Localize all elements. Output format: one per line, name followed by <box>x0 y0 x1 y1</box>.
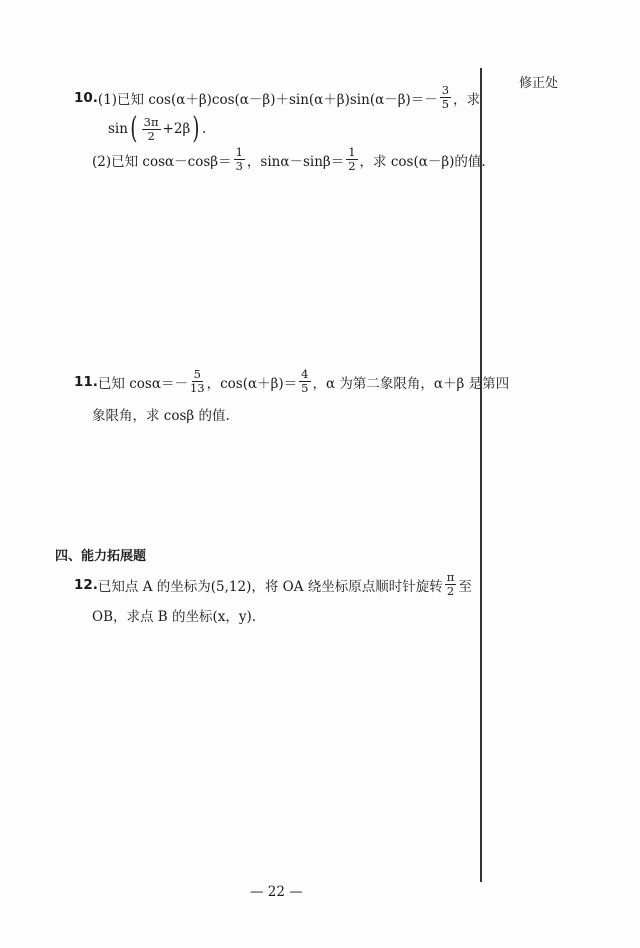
q10-line2 <box>108 111 207 146</box>
page-number: — 22 — <box>250 884 303 900</box>
q11-line2: 象限角，求 cosβ 的值. <box>92 408 230 424</box>
q10-text: ，求 cos(α－β)的值. <box>359 153 486 170</box>
q12-text: 至 <box>458 578 472 595</box>
right-paren: ) <box>192 111 200 146</box>
q11-text: ，α 为第二象限角，α＋β 是第四 <box>312 375 510 392</box>
question-number: 12. <box>74 576 98 593</box>
q10-text: +2β <box>162 121 191 137</box>
fraction <box>346 146 357 173</box>
q10-line3 <box>92 146 486 173</box>
numerator: 4 <box>301 367 309 381</box>
denominator: 3 <box>235 159 243 173</box>
denominator: 2 <box>446 584 455 598</box>
q12-line2: OB，求点 B 的坐标(x，y). <box>92 609 257 625</box>
section-heading: 四、能力拓展题 <box>55 549 147 564</box>
q11-line1 <box>74 368 509 395</box>
q12-text: 已知点 A 的坐标为(5,12)，将 OA 绕坐标原点顺时针旋转 <box>97 578 443 595</box>
q10-text: (1)已知 cos(α＋β)cos(α－β)＋sin(α＋β)sin(α－β)＝－ <box>97 91 438 108</box>
q10-line1 <box>74 84 480 111</box>
denominator: 13 <box>189 381 205 395</box>
numerator: 1 <box>235 145 243 159</box>
q10-text: (2)已知 cosα－cosβ＝ <box>92 153 232 170</box>
q11-text: ，cos(α＋β)＝ <box>206 375 298 392</box>
denominator: 5 <box>441 97 450 111</box>
denominator: 2 <box>348 159 356 173</box>
fraction <box>445 571 457 598</box>
numerator: 5 <box>193 367 201 381</box>
fraction <box>234 146 245 173</box>
correction-label: 修正处 <box>519 76 559 91</box>
question-number: 11. <box>74 373 98 390</box>
fraction <box>142 116 161 143</box>
denominator: 5 <box>301 381 309 395</box>
q12-line1 <box>74 571 472 598</box>
denominator: 2 <box>147 128 155 143</box>
fraction <box>299 368 310 395</box>
numerator: π <box>446 570 455 584</box>
q10-text: sin <box>108 121 128 137</box>
question-number: 10. <box>74 89 98 106</box>
fraction <box>190 368 205 395</box>
numerator: 1 <box>348 145 356 159</box>
left-paren: ( <box>130 111 138 146</box>
numerator: 3π <box>143 114 159 129</box>
numerator: 3 <box>441 83 450 97</box>
margin-divider <box>480 68 482 882</box>
q10-text: ，求 <box>453 91 481 108</box>
q11-text: 已知 cosα＝－ <box>97 375 188 392</box>
fraction <box>440 84 451 111</box>
q10-text: ，sinα－sinβ＝ <box>246 153 345 170</box>
q10-text: . <box>201 121 207 137</box>
